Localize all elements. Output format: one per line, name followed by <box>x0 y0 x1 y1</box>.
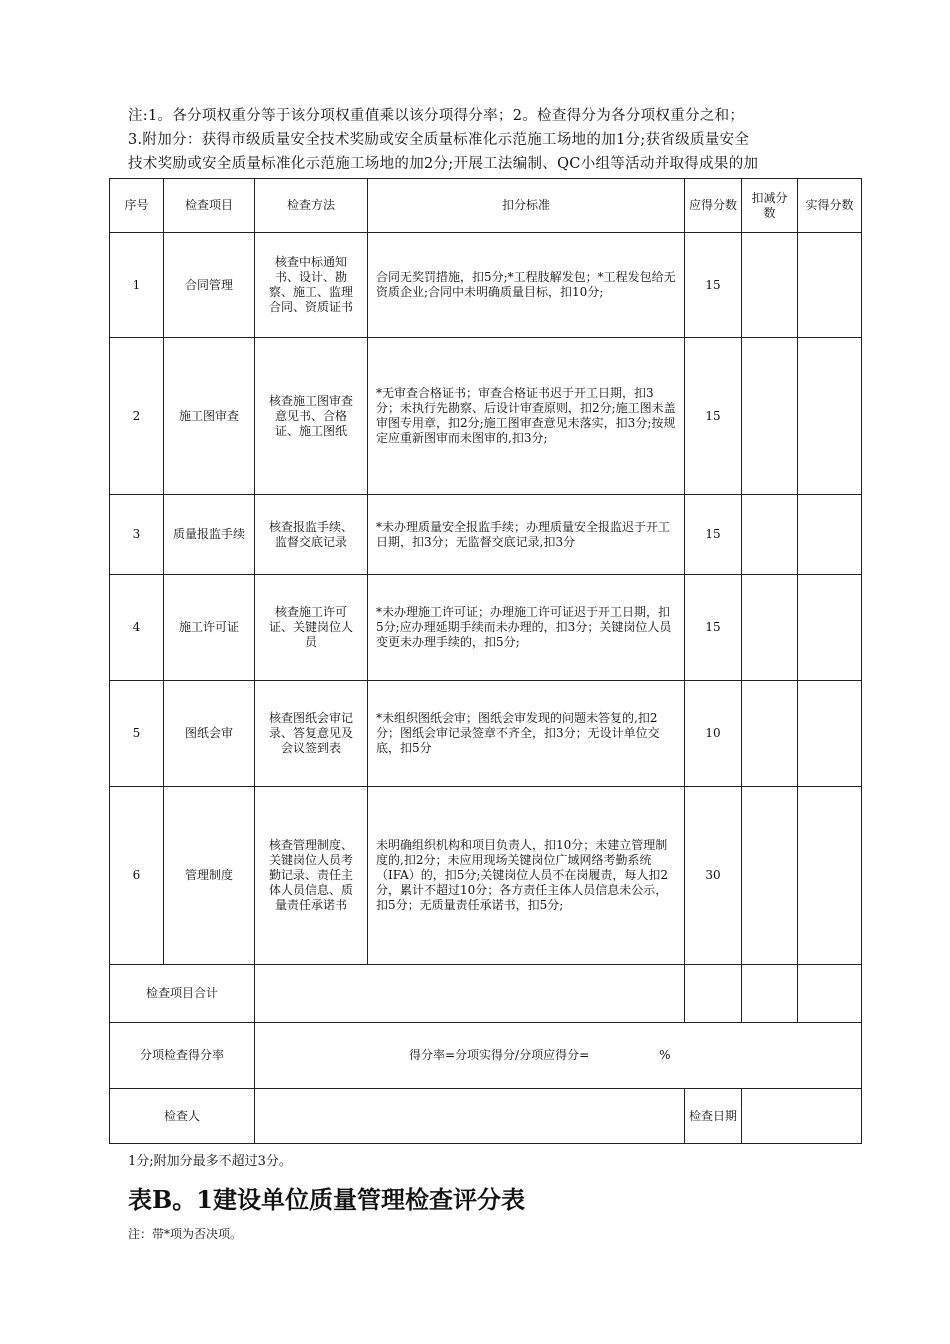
row-deduct-score <box>742 787 798 965</box>
veto-note: 注：带*项为否决项。 <box>128 1227 243 1241</box>
total-actual <box>798 965 862 1023</box>
row-standard: *未办理质量安全报监手续；办理质量安全报监迟于开工日期，扣3分；无监督交底记录,扣3分 <box>368 495 685 575</box>
row-standard: *未组织图纸会审；图纸会审发现的问题未答复的,扣2分；图纸会审记录签章不齐全，扣3分；无设计单位交底，扣5分 <box>368 681 685 787</box>
table-row <box>110 495 862 575</box>
row-standard: *未办理施工许可证；办理施工许可证迟于开工日期，扣5分;应办理延期手续而未办理的，扣3分；关键岗位人员变更未办理手续的，扣5分; <box>368 575 685 681</box>
row-standard: 合同无奖罚措施，扣5分;*工程肢解发包；*工程发包给无资质企业;合同中未明确质量目标，扣10分; <box>368 233 685 338</box>
total-label: 检查项目合计 <box>110 965 255 1023</box>
row-deduct-score <box>742 681 798 787</box>
row-item: 管理制度 <box>164 787 255 965</box>
row-item: 施工图审查 <box>164 338 255 495</box>
row-method: 核查施工许可证、关键岗位人员 <box>255 575 368 681</box>
table-row <box>110 681 862 787</box>
header-actual-score: 实得分数 <box>798 179 862 233</box>
header-method: 检查方法 <box>255 179 368 233</box>
row-method: 核查管理制度、关键岗位人员考勤记录、责任主体人员信息、质量责任承诺书 <box>255 787 368 965</box>
total-deduct <box>742 965 798 1023</box>
page-title: 表B。1建设单位质量管理检查评分表 <box>128 1185 525 1214</box>
row-actual-score <box>798 681 862 787</box>
row-due-score: 15 <box>685 233 742 338</box>
row-actual-score <box>798 233 862 338</box>
table-row <box>110 787 862 965</box>
row-method: 核查报监手续、监督交底记录 <box>255 495 368 575</box>
row-standard: *无审查合格证书；审查合格证书迟于开工日期，扣3分；未执行先勘察、后设计审查原则，扣2分;施工图未盖审图专用章，扣2分;施工图审查意见未落实，扣3分;按规定应重新图审而未图审的,扣3分; <box>368 338 685 495</box>
row-item: 合同管理 <box>164 233 255 338</box>
header-row <box>110 179 862 233</box>
inspector-row <box>110 1089 862 1144</box>
inspector-label: 检查人 <box>110 1089 255 1144</box>
row-no: 6 <box>110 787 164 965</box>
row-due-score: 15 <box>685 495 742 575</box>
table-row <box>110 338 862 495</box>
note-line-2: 3.附加分：获得市级质量安全技术奖励或安全质量标准化示范施工场地的加1分;获省级质量安全 <box>128 132 750 148</box>
note-continuation: 1分;附加分最多不超过3分。 <box>128 1154 292 1169</box>
header-standard: 扣分标准 <box>368 179 685 233</box>
row-no: 1 <box>110 233 164 338</box>
header-item: 检查项目 <box>164 179 255 233</box>
note-line-1: 注:1。各分项权重分等于该分项权重值乘以该分项得分率；2。检查得分为各分项权重分之和； <box>128 108 745 124</box>
row-actual-score <box>798 787 862 965</box>
row-no: 2 <box>110 338 164 495</box>
row-deduct-score <box>742 575 798 681</box>
rate-unit: % <box>659 1048 671 1062</box>
date-value <box>742 1089 862 1144</box>
row-actual-score <box>798 575 862 681</box>
total-row <box>110 965 862 1023</box>
row-due-score: 15 <box>685 575 742 681</box>
score-table <box>109 178 862 1144</box>
table-row <box>110 575 862 681</box>
note-line-3: 技术奖励或安全质量标准化示范施工场地的加2分;开展工法编制、QC小组等活动并取得成果的加 <box>128 156 759 172</box>
row-deduct-score <box>742 233 798 338</box>
row-actual-score <box>798 338 862 495</box>
row-due-score: 30 <box>685 787 742 965</box>
header-no: 序号 <box>110 179 164 233</box>
row-deduct-score <box>742 338 798 495</box>
row-method: 核查图纸会审记录、答复意见及会议签到表 <box>255 681 368 787</box>
rate-formula: 得分率=分项实得分/分项应得分= <box>409 1048 590 1062</box>
header-deduct-score: 扣减分数 <box>742 179 798 233</box>
date-label: 检查日期 <box>685 1089 742 1144</box>
inspector-value <box>255 1089 685 1144</box>
row-no: 3 <box>110 495 164 575</box>
row-due-score: 10 <box>685 681 742 787</box>
row-method: 核查中标通知书、设计、勘察、施工、监理合同、资质证书 <box>255 233 368 338</box>
total-blank <box>255 965 685 1023</box>
row-due-score: 15 <box>685 338 742 495</box>
row-no: 4 <box>110 575 164 681</box>
total-due <box>685 965 742 1023</box>
row-standard: 未明确组织机构和项目负责人，扣10分；未建立管理制度的,扣2分；未应用现场关键岗位广域网络考勤系统（IFA）的，扣5分;关键岗位人员不在岗履责，每人扣2分，累计不超过10分；各方责任主体人员信息未公示，扣5分；无质量责任承诺书，扣5分; <box>368 787 685 965</box>
table-row <box>110 233 862 338</box>
row-deduct-score <box>742 495 798 575</box>
row-actual-score <box>798 495 862 575</box>
rate-label: 分项检查得分率 <box>110 1023 255 1089</box>
row-method: 核查施工图审查意见书、合格证、施工图纸 <box>255 338 368 495</box>
row-item: 质量报监手续 <box>164 495 255 575</box>
row-item: 图纸会审 <box>164 681 255 787</box>
header-due-score: 应得分数 <box>685 179 742 233</box>
rate-row <box>110 1023 862 1089</box>
row-no: 5 <box>110 681 164 787</box>
rate-formula-cell <box>255 1023 862 1089</box>
row-item: 施工许可证 <box>164 575 255 681</box>
